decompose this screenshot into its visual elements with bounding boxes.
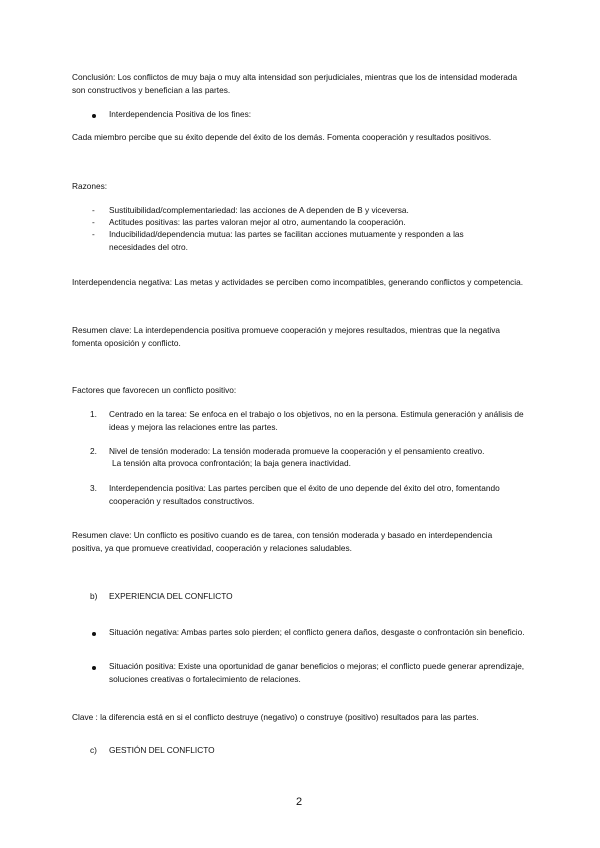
page-number: 2	[296, 796, 303, 808]
factores-heading: Factores que favorecen un conflicto positivo:	[72, 385, 237, 395]
section-heading: EXPERIENCIA DEL CONFLICTO	[109, 591, 233, 601]
factor-item-continuation: La tensión alta provoca confrontación; la baja genera inactividad.	[112, 458, 351, 468]
razon-item: Sustituibilidad/complementariedad: las acciones de A dependen de B y viceversa.	[109, 205, 409, 215]
dash-marker: -	[92, 205, 95, 215]
list-number: 1.	[90, 409, 97, 419]
razon-item: Inducibilidad/dependencia mutua: las partes se facilitan acciones mutuamente y responden a las necesidades del otro.	[109, 229, 464, 252]
situacion-item: Situación negativa: Ambas partes solo pierden; el conflicto genera daños, desgaste o confrontación sin beneficio.	[109, 627, 525, 637]
clave-paragraph: Clave : la diferencia está en si el conflicto destruye (negativo) o construye (positivo) resultados para las partes.	[72, 712, 479, 722]
dash-marker: -	[92, 229, 95, 239]
section-heading: GESTIÓN DEL CONFLICTO	[109, 745, 215, 755]
dash-marker: -	[92, 217, 95, 227]
resumen-clave-paragraph: Resumen clave: Un conflicto es positivo cuando es de tarea, con tensión moderada y basado en interdependencia positiva, ya que promueve creatividad, cooperación y relaciones saludables.	[72, 530, 493, 553]
factor-item: Centrado en la tarea: Se enfoca en el trabajo o los objetivos, no en la persona. Estimula generación y análisis de ideas y mejora las relaciones entre las partes.	[109, 409, 524, 432]
razon-item: Actitudes positivas: las partes valoran mejor al otro, aumentando la cooperación.	[109, 217, 406, 227]
factor-item: Nivel de tensión moderado: La tensión moderada promueve la cooperación y el pensamiento creativo.	[109, 446, 485, 456]
interdependencia-negativa-paragraph: Interdependencia negativa: Las metas y actividades se perciben como incompatibles, generando conflictos y competencia.	[72, 277, 524, 287]
cada-miembro-paragraph: Cada miembro percibe que su éxito depende del éxito de los demás. Fomenta cooperación y resultados positivos.	[72, 132, 492, 142]
list-number: 2.	[90, 446, 97, 456]
list-number: 3.	[90, 483, 97, 493]
situacion-item: Situación positiva: Existe una oportunidad de ganar beneficios o mejoras; el conflicto puede generar aprendizaje, soluciones creativas o fortalecimiento de relaciones.	[109, 661, 525, 684]
section-label: b)	[90, 591, 98, 601]
conclusion-paragraph: Conclusión: Los conflictos de muy baja o muy alta intensidad son perjudiciales, mientras que los de intensidad moderada son constructivos y benefician a las partes.	[72, 72, 518, 95]
bullet-icon	[92, 632, 96, 636]
interdependencia-positiva-heading: Interdependencia Positiva de los fines:	[109, 109, 252, 119]
section-label: c)	[90, 745, 97, 755]
resumen-clave-paragraph: Resumen clave: La interdependencia positiva promueve cooperación y mejores resultados, mientras que la negativa fomenta oposición y conflicto.	[72, 325, 500, 348]
bullet-icon	[92, 114, 96, 118]
razones-heading: Razones:	[72, 181, 108, 191]
factor-item: Interdependencia positiva: Las partes perciben que el éxito de uno depende del éxito del otro, fomentando cooperación y resultados constructivos.	[109, 483, 500, 506]
bullet-icon	[92, 666, 96, 670]
